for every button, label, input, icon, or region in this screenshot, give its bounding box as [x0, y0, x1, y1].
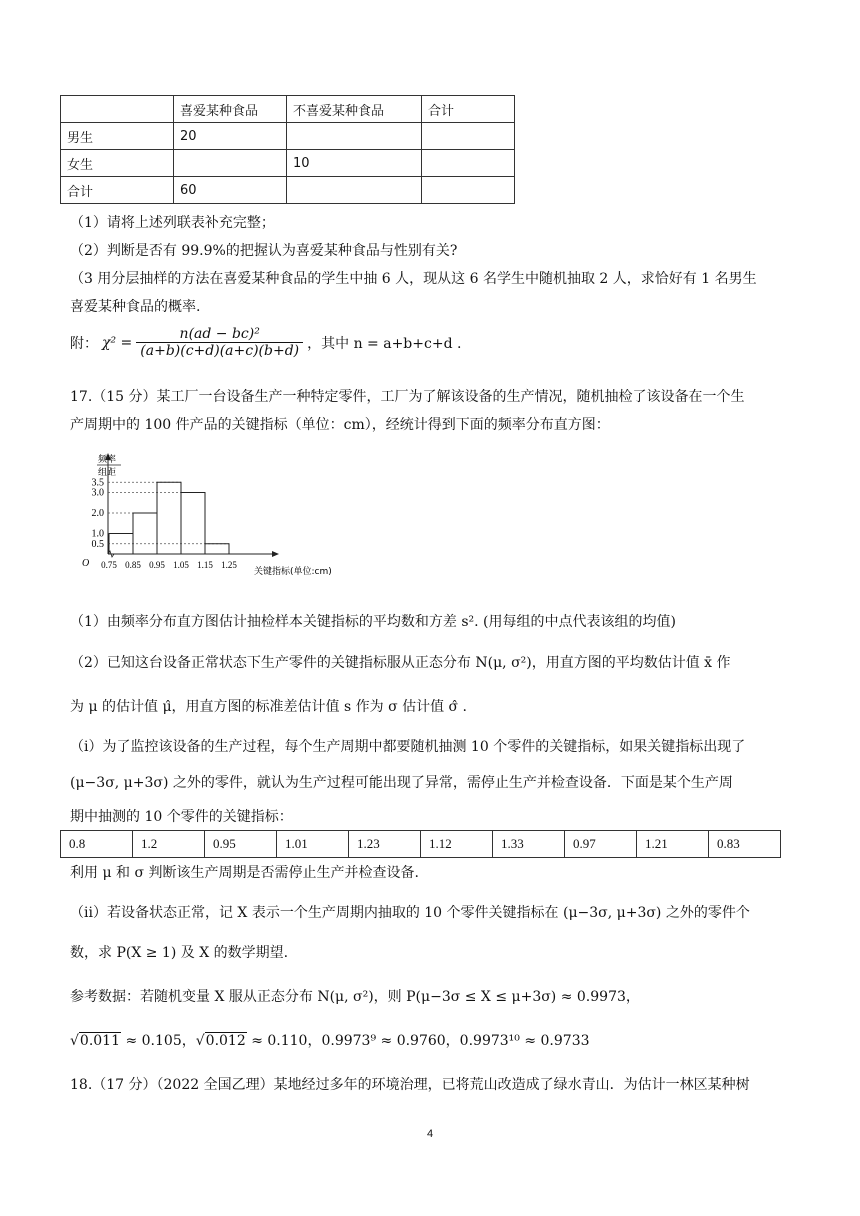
table-cell: 0.83	[709, 831, 781, 858]
x-tick-label: 1.05	[173, 560, 189, 570]
histogram-bar	[181, 493, 205, 555]
table-cell: 男生	[61, 123, 174, 150]
formula-numerator: n(ad − bc)²	[136, 326, 303, 343]
table-cell	[61, 96, 174, 123]
q17-reference-cont	[70, 1030, 590, 1050]
table-cell: 1.12	[421, 831, 493, 858]
table-cell: 喜爱某种食品	[174, 96, 287, 123]
x-axis-arrow	[272, 551, 279, 557]
x-axis-label: 关键指标(单位:cm)	[254, 567, 332, 577]
table-row	[61, 177, 515, 204]
table-cell	[422, 123, 515, 150]
y-label-top: 频率	[98, 455, 117, 465]
formula-denominator: (a+b)(c+d)(a+c)(b+d)	[140, 343, 300, 359]
table-cell: 20	[174, 123, 287, 150]
frequency-histogram	[72, 452, 352, 582]
table-row	[61, 123, 515, 150]
x-tick-label: 1.25	[221, 560, 237, 570]
page-number: 4	[426, 1128, 434, 1140]
table-header-row	[61, 96, 515, 123]
table-cell: 合计	[422, 96, 515, 123]
table-cell: 合计	[61, 177, 174, 204]
y-tick-label: 0.5	[91, 538, 104, 550]
sqrt-value-2: 0.012	[205, 1033, 246, 1049]
q17-part2: （2）已知这台设备正常状态下生产零件的关键指标服从正态分布 N(μ, σ²)，用直方图的平均数估计值 x̄ 作	[70, 655, 731, 671]
table-cell: 1.2	[133, 831, 205, 858]
table-cell	[287, 123, 422, 150]
q16-part2: （2）判断是否有 99.9%的把握认为喜爱某种食品与性别有关?	[70, 243, 458, 259]
attach-label: 附：	[70, 335, 98, 352]
table-cell: 0.95	[205, 831, 277, 858]
table-cell	[422, 177, 515, 204]
y-tick-label: 3.5	[91, 477, 104, 489]
contingency-table	[60, 95, 515, 204]
origin-label: O	[82, 558, 90, 569]
y-tick-label: 1.0	[91, 528, 104, 540]
y-tick-label: 3.0	[91, 487, 104, 499]
table-cell: 1.33	[493, 831, 565, 858]
formula-tail: ，其中 n = a+b+c+d .	[307, 335, 462, 352]
y-tick-label: 2.0	[91, 508, 104, 519]
table-cell: 0.97	[565, 831, 637, 858]
formula-lhs: χ² =	[102, 334, 133, 351]
x-tick-label: 0.85	[125, 560, 141, 570]
histogram-bar	[205, 544, 229, 554]
table-cell: 60	[174, 177, 287, 204]
q16-part1: （1）请将上述列联表补充完整；	[70, 215, 275, 231]
table-cell	[174, 150, 287, 177]
table-row	[61, 150, 515, 177]
q17-part-ii-cont: 数，求 P(X ≥ 1) 及 X 的数学期望.	[70, 945, 289, 961]
sqrt-sign: √	[195, 1033, 205, 1049]
sqrt-sign: √	[70, 1033, 79, 1049]
q17-reference: 参考数据：若随机变量 X 服从正态分布 N(μ, σ²)，则 P(μ−3σ ≤ X ≤ μ+3σ) ≈ 0.9973，	[70, 989, 640, 1005]
table-cell: 1.01	[277, 831, 349, 858]
table-row	[61, 831, 781, 858]
q17-part-i-cont: (μ−3σ, μ+3σ) 之外的零件，就认为生产过程可能出现了异常，需停止生产并检查设备．下面是某个生产周	[70, 775, 733, 791]
sqrt-value-1: 0.011	[79, 1033, 121, 1049]
table-cell: 0.8	[61, 831, 133, 858]
q17-part-ii: （ii）若设备状态正常，记 X 表示一个生产周期内抽取的 10 个零件关键指标在 (μ−3σ, μ+3σ) 之外的零件个	[70, 905, 750, 921]
q17-intro: 17.（15 分）某工厂一台设备生产一种特定零件，工厂为了解该设备的生产情况，随机抽检了该设备在一个生	[70, 389, 745, 405]
y-label-bottom: 组距	[98, 468, 117, 478]
q17-part2-cont: 为 μ 的估计值 μ̂，用直方图的标准差估计值 s 作为 σ 估计值 σ̂ .	[70, 699, 467, 715]
q17-part-i: （i）为了监控该设备的生产过程，每个生产周期中都要随机抽测 10 个零件的关键指标，如果关键指标出现了	[70, 739, 746, 755]
q17-part1: （1）由频率分布直方图估计抽检样本关键指标的平均数和方差 s². (用每组的中点代表该组的均值)	[70, 614, 676, 630]
approx-1: ≈ 0.105，	[121, 1033, 196, 1049]
table-cell	[287, 177, 422, 204]
table-cell: 10	[287, 150, 422, 177]
chi-square-formula	[70, 326, 461, 359]
histogram-bar	[133, 513, 157, 554]
q16-part3-cont: 喜爱某种食品的概率.	[70, 299, 201, 315]
q17-part-i-cont2: 期中抽测的 10 个零件的关键指标：	[70, 809, 293, 825]
q16-part3: （3 用分层抽样的方法在喜爱某种食品的学生中抽 6 人，现从这 6 名学生中随机抽取 2 人，求恰好有 1 名男生	[70, 271, 757, 287]
x-tick-label: 0.75	[101, 560, 117, 570]
x-tick-label: 1.15	[197, 560, 213, 570]
approx-2: ≈ 0.110，0.9973⁹ ≈ 0.9760，0.9973¹⁰ ≈ 0.9733	[246, 1033, 590, 1049]
formula-fraction	[136, 326, 303, 359]
table-cell: 1.21	[637, 831, 709, 858]
table-cell	[422, 150, 515, 177]
q17-part-i-end: 利用 μ 和 σ 判断该生产周期是否需停止生产并检查设备.	[70, 865, 419, 881]
x-tick-label: 0.95	[149, 560, 165, 570]
sample-table	[60, 830, 781, 858]
histogram-bar	[157, 482, 181, 554]
q17-intro-cont: 产周期中的 100 件产品的关键指标（单位：cm），经统计得到下面的频率分布直方图：	[70, 417, 610, 433]
table-cell: 1.23	[349, 831, 421, 858]
q18-intro: 18.（17 分）（2022 全国乙理）某地经过多年的环境治理，已将荒山改造成了绿水青山．为估计一林区某种树	[70, 1077, 750, 1093]
table-cell: 不喜爱某种食品	[287, 96, 422, 123]
table-cell: 女生	[61, 150, 174, 177]
